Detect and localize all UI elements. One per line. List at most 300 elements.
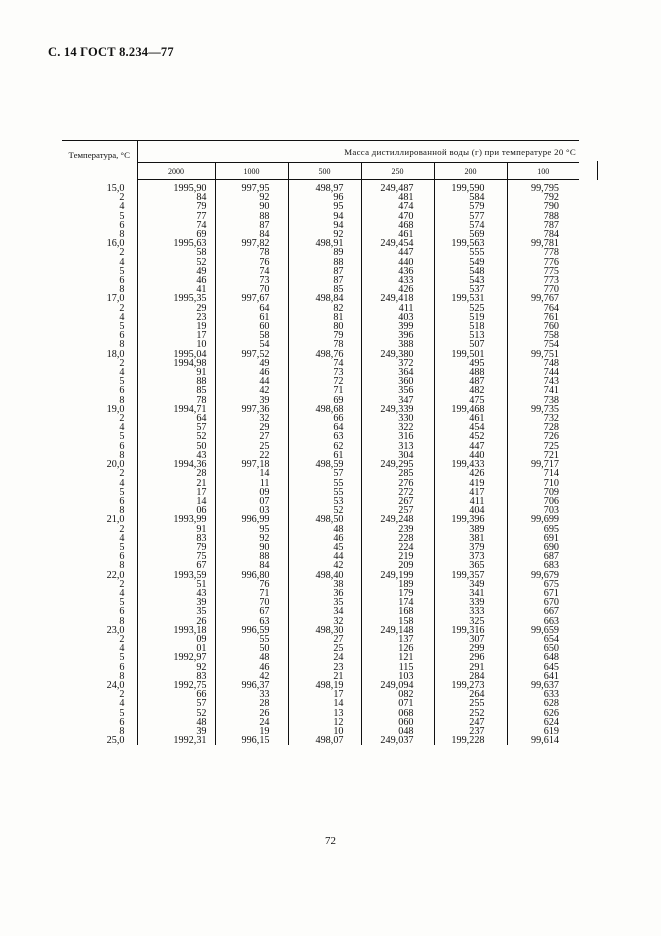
mass-cell: 671 <box>543 587 559 599</box>
mass-cell: 09 <box>215 488 288 497</box>
mass-cell: 179 <box>361 589 434 598</box>
mass-cell: 10 <box>137 340 215 349</box>
mass-cell: 19 <box>215 727 288 736</box>
mass-cell: 447 <box>434 442 507 451</box>
mass-cell: 36 <box>288 589 361 598</box>
mass-cell: 997,95 <box>215 180 288 194</box>
mass-cell: 95 <box>288 202 361 211</box>
column-header-200: 200 <box>434 163 507 180</box>
mass-cell: 74 <box>137 221 215 230</box>
mass-cell: 249,380 <box>361 350 434 359</box>
mass-cell: 96 <box>288 193 361 202</box>
mass-cell: 199,316 <box>434 626 507 635</box>
mass-cell: 70 <box>215 285 288 294</box>
mass-cell: 87 <box>288 267 361 276</box>
mass-cell: 333 <box>434 607 507 616</box>
table-row <box>62 377 579 386</box>
mass-cell: 452 <box>434 432 507 441</box>
temperature-cell: 4 <box>62 313 137 322</box>
mass-cell: 628 <box>543 698 559 710</box>
mass-cell: 43 <box>137 451 215 460</box>
mass-cell: 90 <box>215 543 288 552</box>
mass-cell: 219 <box>361 552 434 561</box>
mass-cell: 264 <box>434 690 507 699</box>
mass-cell: 249,418 <box>361 294 434 303</box>
mass-cell: 34 <box>288 607 361 616</box>
mass-cell: 67 <box>137 561 215 570</box>
mass-cell: 519 <box>434 313 507 322</box>
mass-cell: 22 <box>215 451 288 460</box>
mass-cell: 488 <box>434 368 507 377</box>
mass-cell: 341 <box>434 589 507 598</box>
table-row <box>62 322 579 331</box>
table-row <box>62 248 579 257</box>
mass-cell: 50 <box>137 442 215 451</box>
mass-cell: 1995,04 <box>137 350 215 359</box>
mass-cell: 50 <box>215 644 288 653</box>
temperature-cell: 5 <box>62 653 137 662</box>
table-row <box>62 239 579 248</box>
mass-cell: 758 <box>543 330 559 342</box>
mass-cell: 996,80 <box>215 571 288 580</box>
mass-cell: 19 <box>137 322 215 331</box>
table-row <box>62 221 579 230</box>
mass-cell: 495 <box>434 359 507 368</box>
mass-cell: 249,454 <box>361 239 434 248</box>
mass-cell: 55 <box>215 635 288 644</box>
mass-cell: 1994,71 <box>137 405 215 414</box>
mass-cell: 85 <box>288 285 361 294</box>
mass-cell: 498,91 <box>288 239 361 248</box>
column-header-500: 500 <box>288 163 361 180</box>
mass-cell: 060 <box>361 718 434 727</box>
mass-cell: 71 <box>215 589 288 598</box>
temperature-cell: 2 <box>62 248 137 257</box>
table-row <box>62 180 579 194</box>
mass-cell: 498,97 <box>288 180 361 194</box>
mass-cell: 91 <box>137 368 215 377</box>
mass-cell: 42 <box>215 672 288 681</box>
mass-cell: 498,68 <box>288 405 361 414</box>
temperature-cell: 20,0 <box>62 460 137 469</box>
mass-cell: 199,273 <box>434 681 507 690</box>
mass-cell: 760 <box>543 321 559 333</box>
mass-cell: 569 <box>434 230 507 239</box>
mass-cell: 775 <box>543 265 559 277</box>
table-row <box>62 552 579 561</box>
mass-cell: 46 <box>215 663 288 672</box>
mass-cell: 25 <box>215 442 288 451</box>
mass-cell: 52 <box>137 432 215 441</box>
mass-cell: 778 <box>543 247 559 259</box>
table-row <box>62 543 579 552</box>
mass-cell: 99,717 <box>530 459 559 471</box>
mass-cell: 249,094 <box>361 681 434 690</box>
temperature-cell: 6 <box>62 497 137 506</box>
mass-cell: 481 <box>361 193 434 202</box>
mass-cell: 507 <box>434 340 507 349</box>
mass-cell: 1992,75 <box>137 681 215 690</box>
mass-cell: 426 <box>361 285 434 294</box>
table-row <box>62 193 579 202</box>
mass-cell: 725 <box>543 440 559 452</box>
mass-cell: 996,59 <box>215 626 288 635</box>
table-row <box>62 626 579 635</box>
mass-cell: 574 <box>434 221 507 230</box>
mass-cell: 38 <box>288 580 361 589</box>
temperature-cell: 4 <box>62 589 137 598</box>
temperature-cell: 2 <box>62 193 137 202</box>
mass-cell: 579 <box>434 202 507 211</box>
table-row <box>62 267 579 276</box>
mass-cell: 71 <box>288 386 361 395</box>
mass-cell: 84 <box>215 230 288 239</box>
temperature-cell: 6 <box>62 331 137 340</box>
mass-cell: 252 <box>434 709 507 718</box>
mass-cell: 470 <box>361 212 434 221</box>
mass-cell: 52 <box>137 709 215 718</box>
mass-cell: 249,339 <box>361 405 434 414</box>
temperature-cell: 4 <box>62 202 137 211</box>
temperature-cell: 5 <box>62 432 137 441</box>
mass-cell: 683 <box>543 560 559 572</box>
mass-cell: 663 <box>543 615 559 627</box>
mass-cell: 41 <box>137 285 215 294</box>
temperature-cell: 18,0 <box>62 350 137 359</box>
table-row <box>62 736 579 745</box>
table-row <box>62 534 579 543</box>
mass-cell: 99,735 <box>530 403 559 415</box>
table-row <box>62 690 579 699</box>
mass-cell: 26 <box>215 709 288 718</box>
mass-cell: 199,563 <box>434 239 507 248</box>
mass-cell: 372 <box>361 359 434 368</box>
mass-cell: 74 <box>288 359 361 368</box>
mass-cell: 291 <box>434 663 507 672</box>
temperature-cell: 8 <box>62 230 137 239</box>
mass-cell: 79 <box>137 202 215 211</box>
mass-cell: 28 <box>215 699 288 708</box>
mass-cell: 322 <box>361 423 434 432</box>
mass-cell: 99,699 <box>530 514 559 526</box>
temperature-cell: 16,0 <box>62 239 137 248</box>
mass-cell: 997,82 <box>215 239 288 248</box>
mass-cell: 1995,35 <box>137 294 215 303</box>
mass-cell: 475 <box>434 396 507 405</box>
mass-cell: 64 <box>137 414 215 423</box>
mass-cell: 743 <box>543 376 559 388</box>
mass-cell: 137 <box>361 635 434 644</box>
mass-cell: 58 <box>137 248 215 257</box>
table-row <box>62 294 579 303</box>
mass-cell: 272 <box>361 488 434 497</box>
mass-cell: 25 <box>288 644 361 653</box>
mass-cell: 199,228 <box>434 736 507 745</box>
mass-cell: 99,614 <box>530 735 559 747</box>
mass-cell: 17 <box>288 690 361 699</box>
mass-cell: 1993,18 <box>137 626 215 635</box>
table-row <box>62 515 579 524</box>
mass-cell: 103 <box>361 672 434 681</box>
mass-cell: 44 <box>215 377 288 386</box>
mass-cell: 1994,36 <box>137 460 215 469</box>
temperature-cell: 4 <box>62 368 137 377</box>
mass-cell: 01 <box>137 644 215 653</box>
temperature-cell: 6 <box>62 552 137 561</box>
temperature-cell: 5 <box>62 598 137 607</box>
mass-cell: 1994,98 <box>137 359 215 368</box>
mass-cell: 788 <box>543 210 559 222</box>
mass-cell: 706 <box>543 495 559 507</box>
mass-cell: 48 <box>137 718 215 727</box>
mass-cell: 35 <box>137 607 215 616</box>
table-row <box>62 359 579 368</box>
table-row <box>62 442 579 451</box>
mass-cell: 996,99 <box>215 515 288 524</box>
temperature-cell: 2 <box>62 359 137 368</box>
mass-cell: 670 <box>543 597 559 609</box>
mass-cell: 69 <box>288 396 361 405</box>
mass-cell: 316 <box>361 432 434 441</box>
column-header-250: 250 <box>361 163 434 180</box>
mass-cell: 498,50 <box>288 515 361 524</box>
mass-cell: 99,637 <box>530 679 559 691</box>
temperature-cell: 2 <box>62 525 137 534</box>
mass-cell: 32 <box>215 414 288 423</box>
mass-cell: 498,30 <box>288 626 361 635</box>
temperature-cell: 6 <box>62 221 137 230</box>
mass-cell: 404 <box>434 506 507 515</box>
mass-cell: 73 <box>215 276 288 285</box>
temperature-cell: 8 <box>62 396 137 405</box>
temperature-cell: 6 <box>62 663 137 672</box>
mass-cell: 549 <box>434 258 507 267</box>
mass-cell: 64 <box>215 304 288 313</box>
mass-cell: 741 <box>543 385 559 397</box>
mass-cell: 209 <box>361 561 434 570</box>
mass-cell: 46 <box>137 276 215 285</box>
mass-cell: 641 <box>543 670 559 682</box>
mass-cell: 24 <box>215 718 288 727</box>
mass-cell: 071 <box>361 699 434 708</box>
temperature-cell: 4 <box>62 699 137 708</box>
table-row <box>62 304 579 313</box>
temperature-cell: 2 <box>62 635 137 644</box>
temperature-cell: 19,0 <box>62 405 137 414</box>
mass-cell: 474 <box>361 202 434 211</box>
mass-cell: 436 <box>361 267 434 276</box>
table-row <box>62 699 579 708</box>
mass-cell: 55 <box>288 479 361 488</box>
mass-cell: 419 <box>434 479 507 488</box>
temperature-cell: 4 <box>62 258 137 267</box>
mass-cell: 721 <box>543 449 559 461</box>
mass-cell: 691 <box>543 532 559 544</box>
table-row <box>62 423 579 432</box>
mass-cell: 84 <box>137 193 215 202</box>
table-row <box>62 488 579 497</box>
table-row <box>62 571 579 580</box>
mass-cell: 61 <box>215 313 288 322</box>
mass-cell: 726 <box>543 431 559 443</box>
mass-cell: 53 <box>288 497 361 506</box>
temperature-cell: 6 <box>62 718 137 727</box>
mass-cell: 1992,97 <box>137 653 215 662</box>
mass-cell: 068 <box>361 709 434 718</box>
table-row <box>62 681 579 690</box>
table-row <box>62 460 579 469</box>
mass-cell: 99,781 <box>530 238 559 250</box>
mass-cell: 23 <box>137 313 215 322</box>
mass-cell: 87 <box>215 221 288 230</box>
mass-cell: 633 <box>543 689 559 701</box>
mass-cell: 199,468 <box>434 405 507 414</box>
temperature-cell: 8 <box>62 561 137 570</box>
table-row <box>62 635 579 644</box>
mass-cell: 555 <box>434 248 507 257</box>
mass-cell: 997,18 <box>215 460 288 469</box>
mass-cell: 584 <box>434 193 507 202</box>
mass-cell: 48 <box>288 525 361 534</box>
table-row <box>62 598 579 607</box>
mass-cell: 23 <box>288 663 361 672</box>
mass-cell: 513 <box>434 331 507 340</box>
mass-cell: 158 <box>361 617 434 626</box>
mass-cell: 72 <box>288 377 361 386</box>
mass-cell: 498,19 <box>288 681 361 690</box>
mass-cell: 249,248 <box>361 515 434 524</box>
mass-cell: 356 <box>361 386 434 395</box>
mass-cell: 27 <box>288 635 361 644</box>
mass-cell: 296 <box>434 653 507 662</box>
table-row <box>62 414 579 423</box>
water-mass-table <box>62 140 579 745</box>
mass-cell: 349 <box>434 580 507 589</box>
mass-cell: 255 <box>434 699 507 708</box>
mass-cell: 62 <box>288 442 361 451</box>
mass-cell: 690 <box>543 541 559 553</box>
mass-cell: 168 <box>361 607 434 616</box>
mass-cell: 654 <box>543 633 559 645</box>
mass-cell: 548 <box>434 267 507 276</box>
mass-cell: 498,76 <box>288 350 361 359</box>
mass-cell: 35 <box>288 598 361 607</box>
mass-cell: 39 <box>137 727 215 736</box>
mass-cell: 79 <box>137 543 215 552</box>
table-row <box>62 653 579 662</box>
page-number: 72 <box>325 835 336 847</box>
mass-cell: 695 <box>543 523 559 535</box>
mass-cell: 498,07 <box>288 736 361 745</box>
temperature-cell: 6 <box>62 442 137 451</box>
mass-cell: 63 <box>215 617 288 626</box>
mass-cell: 07 <box>215 497 288 506</box>
mass-cell: 82 <box>288 304 361 313</box>
column-header-1000: 1000 <box>215 163 288 180</box>
mass-cell: 49 <box>137 267 215 276</box>
mass-cell: 776 <box>543 256 559 268</box>
mass-cell: 744 <box>543 367 559 379</box>
temperature-cell: 5 <box>62 322 137 331</box>
mass-cell: 339 <box>434 598 507 607</box>
mass-cell: 228 <box>361 534 434 543</box>
mass-cell: 624 <box>543 716 559 728</box>
table-row <box>62 709 579 718</box>
mass-cell: 199,590 <box>434 180 507 194</box>
mass-cell: 14 <box>215 469 288 478</box>
mass-cell: 304 <box>361 451 434 460</box>
table-row <box>62 258 579 267</box>
mass-cell: 249,148 <box>361 626 434 635</box>
mass-cell: 27 <box>215 432 288 441</box>
mass-cell: 667 <box>543 606 559 618</box>
mass-cell: 115 <box>361 663 434 672</box>
mass-cell: 10 <box>288 727 361 736</box>
mass-cell: 85 <box>137 386 215 395</box>
mass-cell: 78 <box>137 396 215 405</box>
mass-cell: 55 <box>288 488 361 497</box>
mass-cell: 365 <box>434 561 507 570</box>
mass-cell: 78 <box>288 340 361 349</box>
mass-cell: 64 <box>288 423 361 432</box>
temperature-cell: 5 <box>62 709 137 718</box>
mass-cell: 650 <box>543 643 559 655</box>
mass-cell: 92 <box>215 193 288 202</box>
mass-cell: 90 <box>215 202 288 211</box>
mass-cell: 1992,31 <box>137 736 215 745</box>
mass-cell: 267 <box>361 497 434 506</box>
mass-cell: 748 <box>543 357 559 369</box>
mass-cell: 80 <box>288 322 361 331</box>
mass-cell: 09 <box>137 635 215 644</box>
mass-cell: 518 <box>434 322 507 331</box>
mass-cell: 79 <box>288 331 361 340</box>
mass-cell: 199,357 <box>434 571 507 580</box>
temperature-cell: 25,0 <box>62 736 137 745</box>
temperature-column-header: Температура, °С <box>62 141 137 180</box>
table-row <box>62 718 579 727</box>
mass-group-header: Масса дистиллированной воды (г) при температуре 20 °С <box>137 141 579 163</box>
mass-cell: 619 <box>543 725 559 737</box>
mass-cell: 299 <box>434 644 507 653</box>
mass-cell: 29 <box>137 304 215 313</box>
mass-cell: 76 <box>215 258 288 267</box>
mass-cell: 1995,63 <box>137 239 215 248</box>
mass-cell: 996,37 <box>215 681 288 690</box>
mass-cell: 411 <box>361 304 434 313</box>
mass-cell: 17 <box>137 331 215 340</box>
temperature-cell: 23,0 <box>62 626 137 635</box>
mass-cell: 121 <box>361 653 434 662</box>
mass-cell: 43 <box>137 589 215 598</box>
mass-cell: 997,67 <box>215 294 288 303</box>
temperature-cell: 4 <box>62 534 137 543</box>
mass-cell: 67 <box>215 607 288 616</box>
mass-cell: 247 <box>434 718 507 727</box>
mass-cell: 99,679 <box>530 569 559 581</box>
mass-cell: 89 <box>288 248 361 257</box>
mass-cell: 57 <box>137 423 215 432</box>
temperature-cell: 8 <box>62 672 137 681</box>
mass-cell: 525 <box>434 304 507 313</box>
mass-cell: 417 <box>434 488 507 497</box>
table-right-rule <box>597 161 598 180</box>
table-row <box>62 313 579 322</box>
mass-cell: 54 <box>215 340 288 349</box>
mass-cell: 99,751 <box>530 348 559 360</box>
mass-cell: 710 <box>543 477 559 489</box>
mass-cell: 57 <box>137 699 215 708</box>
